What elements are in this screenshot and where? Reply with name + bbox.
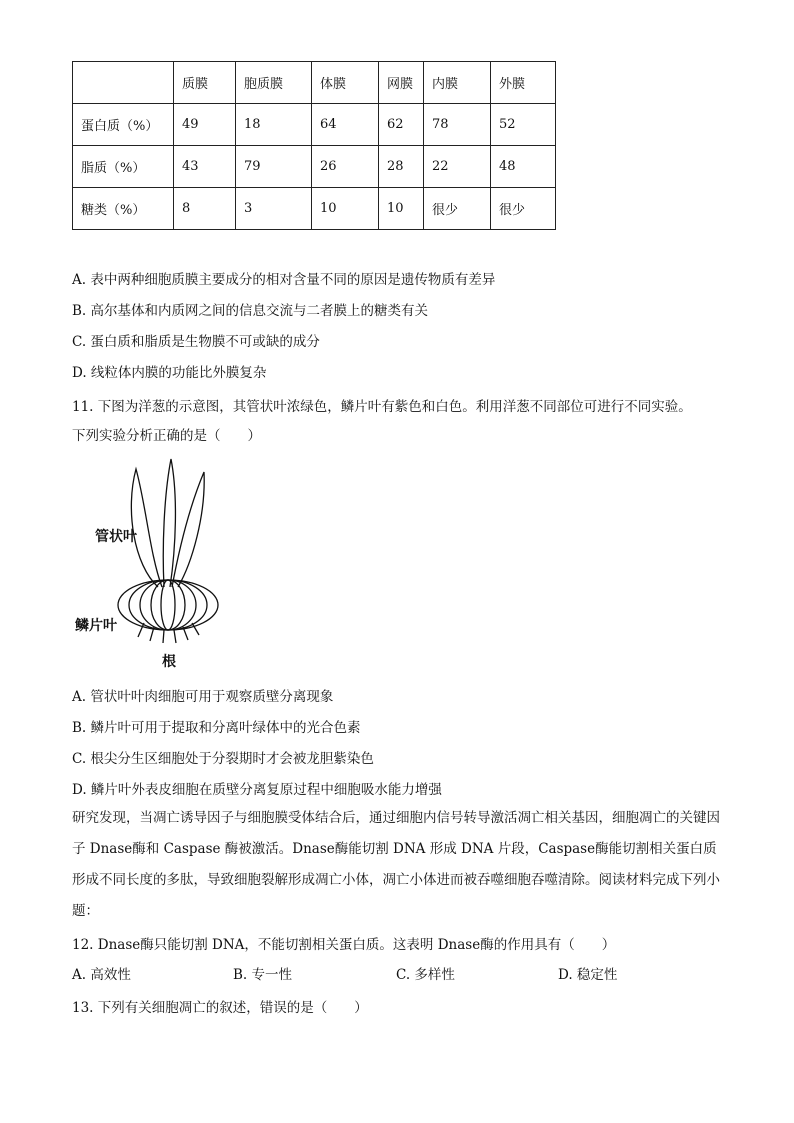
- scale-leaf-label: 鳞片叶: [75, 618, 117, 634]
- table-cell: 3: [236, 188, 312, 230]
- table-header-cell: 网膜: [379, 62, 424, 104]
- table-header-cell: 外膜: [491, 62, 556, 104]
- q10-option-b: B. 高尔基体和内质网之间的信息交流与二者膜上的糖类有关: [72, 303, 429, 319]
- table-cell: 很少: [491, 188, 556, 230]
- table-row: [73, 146, 556, 188]
- q10-option-a: A. 表中两种细胞质膜主要成分的相对含量不同的原因是遗传物质有差异: [72, 272, 496, 288]
- q10-option-d: D. 线粒体内膜的功能比外膜复杂: [72, 365, 267, 381]
- q12-option-c: C. 多样性: [396, 967, 455, 983]
- table-header-row: [73, 62, 556, 104]
- table-header-cell: [73, 62, 174, 104]
- q12-stem: 12. Dnase酶只能切割 DNA，不能切割相关蛋白质。这表明 Dnase酶的作用具有（ ）: [72, 937, 616, 953]
- table-cell: 48: [491, 146, 556, 188]
- table-cell: 78: [424, 104, 491, 146]
- q12-options: [72, 963, 722, 985]
- table-cell: 糖类（%）: [73, 188, 174, 230]
- table-row: [73, 104, 556, 146]
- table-cell: 43: [174, 146, 236, 188]
- reading-passage: 研究发现，当凋亡诱导因子与细胞膜受体结合后，通过细胞内信号转导激活凋亡相关基因，细胞凋亡的关键因子 Dnase酶和 Caspase 酶被激活。Dnase酶能切割 DNA 形成 DNA 片段，Caspase酶能切割相关蛋白质形成不同长度的多肽，导致细胞裂解形成凋亡小体，凋亡小体进而被吞噬细胞吞噬清除。阅读材料完成下列小题：: [72, 810, 720, 919]
- onion-illustration: [70, 455, 230, 670]
- q13-stem: 13. 下列有关细胞凋亡的叙述，错误的是（ ）: [72, 1000, 368, 1016]
- q11-option-b: B. 鳞片叶可用于提取和分离叶绿体中的光合色素: [72, 720, 361, 736]
- table-cell: 64: [312, 104, 379, 146]
- table-cell: 52: [491, 104, 556, 146]
- table-cell: 22: [424, 146, 491, 188]
- tubular-leaf-label: 管状叶: [95, 529, 137, 545]
- table-cell: 蛋白质（%）: [73, 104, 174, 146]
- table-cell: 49: [174, 104, 236, 146]
- table-cell: 18: [236, 104, 312, 146]
- q11-stem-line1: 11. 下图为洋葱的示意图，其管状叶浓绿色，鳞片叶有紫色和白色。利用洋葱不同部位可进行不同实验。: [72, 399, 692, 415]
- q12-option-d: D. 稳定性: [558, 967, 618, 983]
- table-cell: 79: [236, 146, 312, 188]
- root-label: 根: [162, 654, 176, 670]
- q11-option-c: C. 根尖分生区细胞处于分裂期时才会被龙胆紫染色: [72, 751, 374, 767]
- membrane-composition-table: [72, 61, 556, 230]
- table-cell: 10: [312, 188, 379, 230]
- table-cell: 8: [174, 188, 236, 230]
- q12-option-a: A. 高效性: [72, 967, 131, 983]
- q11-option-d: D. 鳞片叶外表皮细胞在质壁分离复原过程中细胞吸水能力增强: [72, 782, 442, 798]
- table-header-cell: 胞质膜: [236, 62, 312, 104]
- q11-stem-line2: 下列实验分析正确的是（ ）: [72, 428, 261, 444]
- table-header-cell: 内膜: [424, 62, 491, 104]
- table-cell: 26: [312, 146, 379, 188]
- table-row: [73, 188, 556, 230]
- table-cell: 脂质（%）: [73, 146, 174, 188]
- q10-option-c: C. 蛋白质和脂质是生物膜不可或缺的成分: [72, 334, 320, 350]
- table-cell: 62: [379, 104, 424, 146]
- q12-option-b: B. 专一性: [233, 967, 293, 983]
- table-cell: 10: [379, 188, 424, 230]
- onion-diagram: [70, 455, 230, 670]
- q11-option-a: A. 管状叶叶肉细胞可用于观察质壁分离现象: [72, 689, 334, 705]
- table-header-cell: 质膜: [174, 62, 236, 104]
- table-header-cell: 体膜: [312, 62, 379, 104]
- table-cell: 很少: [424, 188, 491, 230]
- table-cell: 28: [379, 146, 424, 188]
